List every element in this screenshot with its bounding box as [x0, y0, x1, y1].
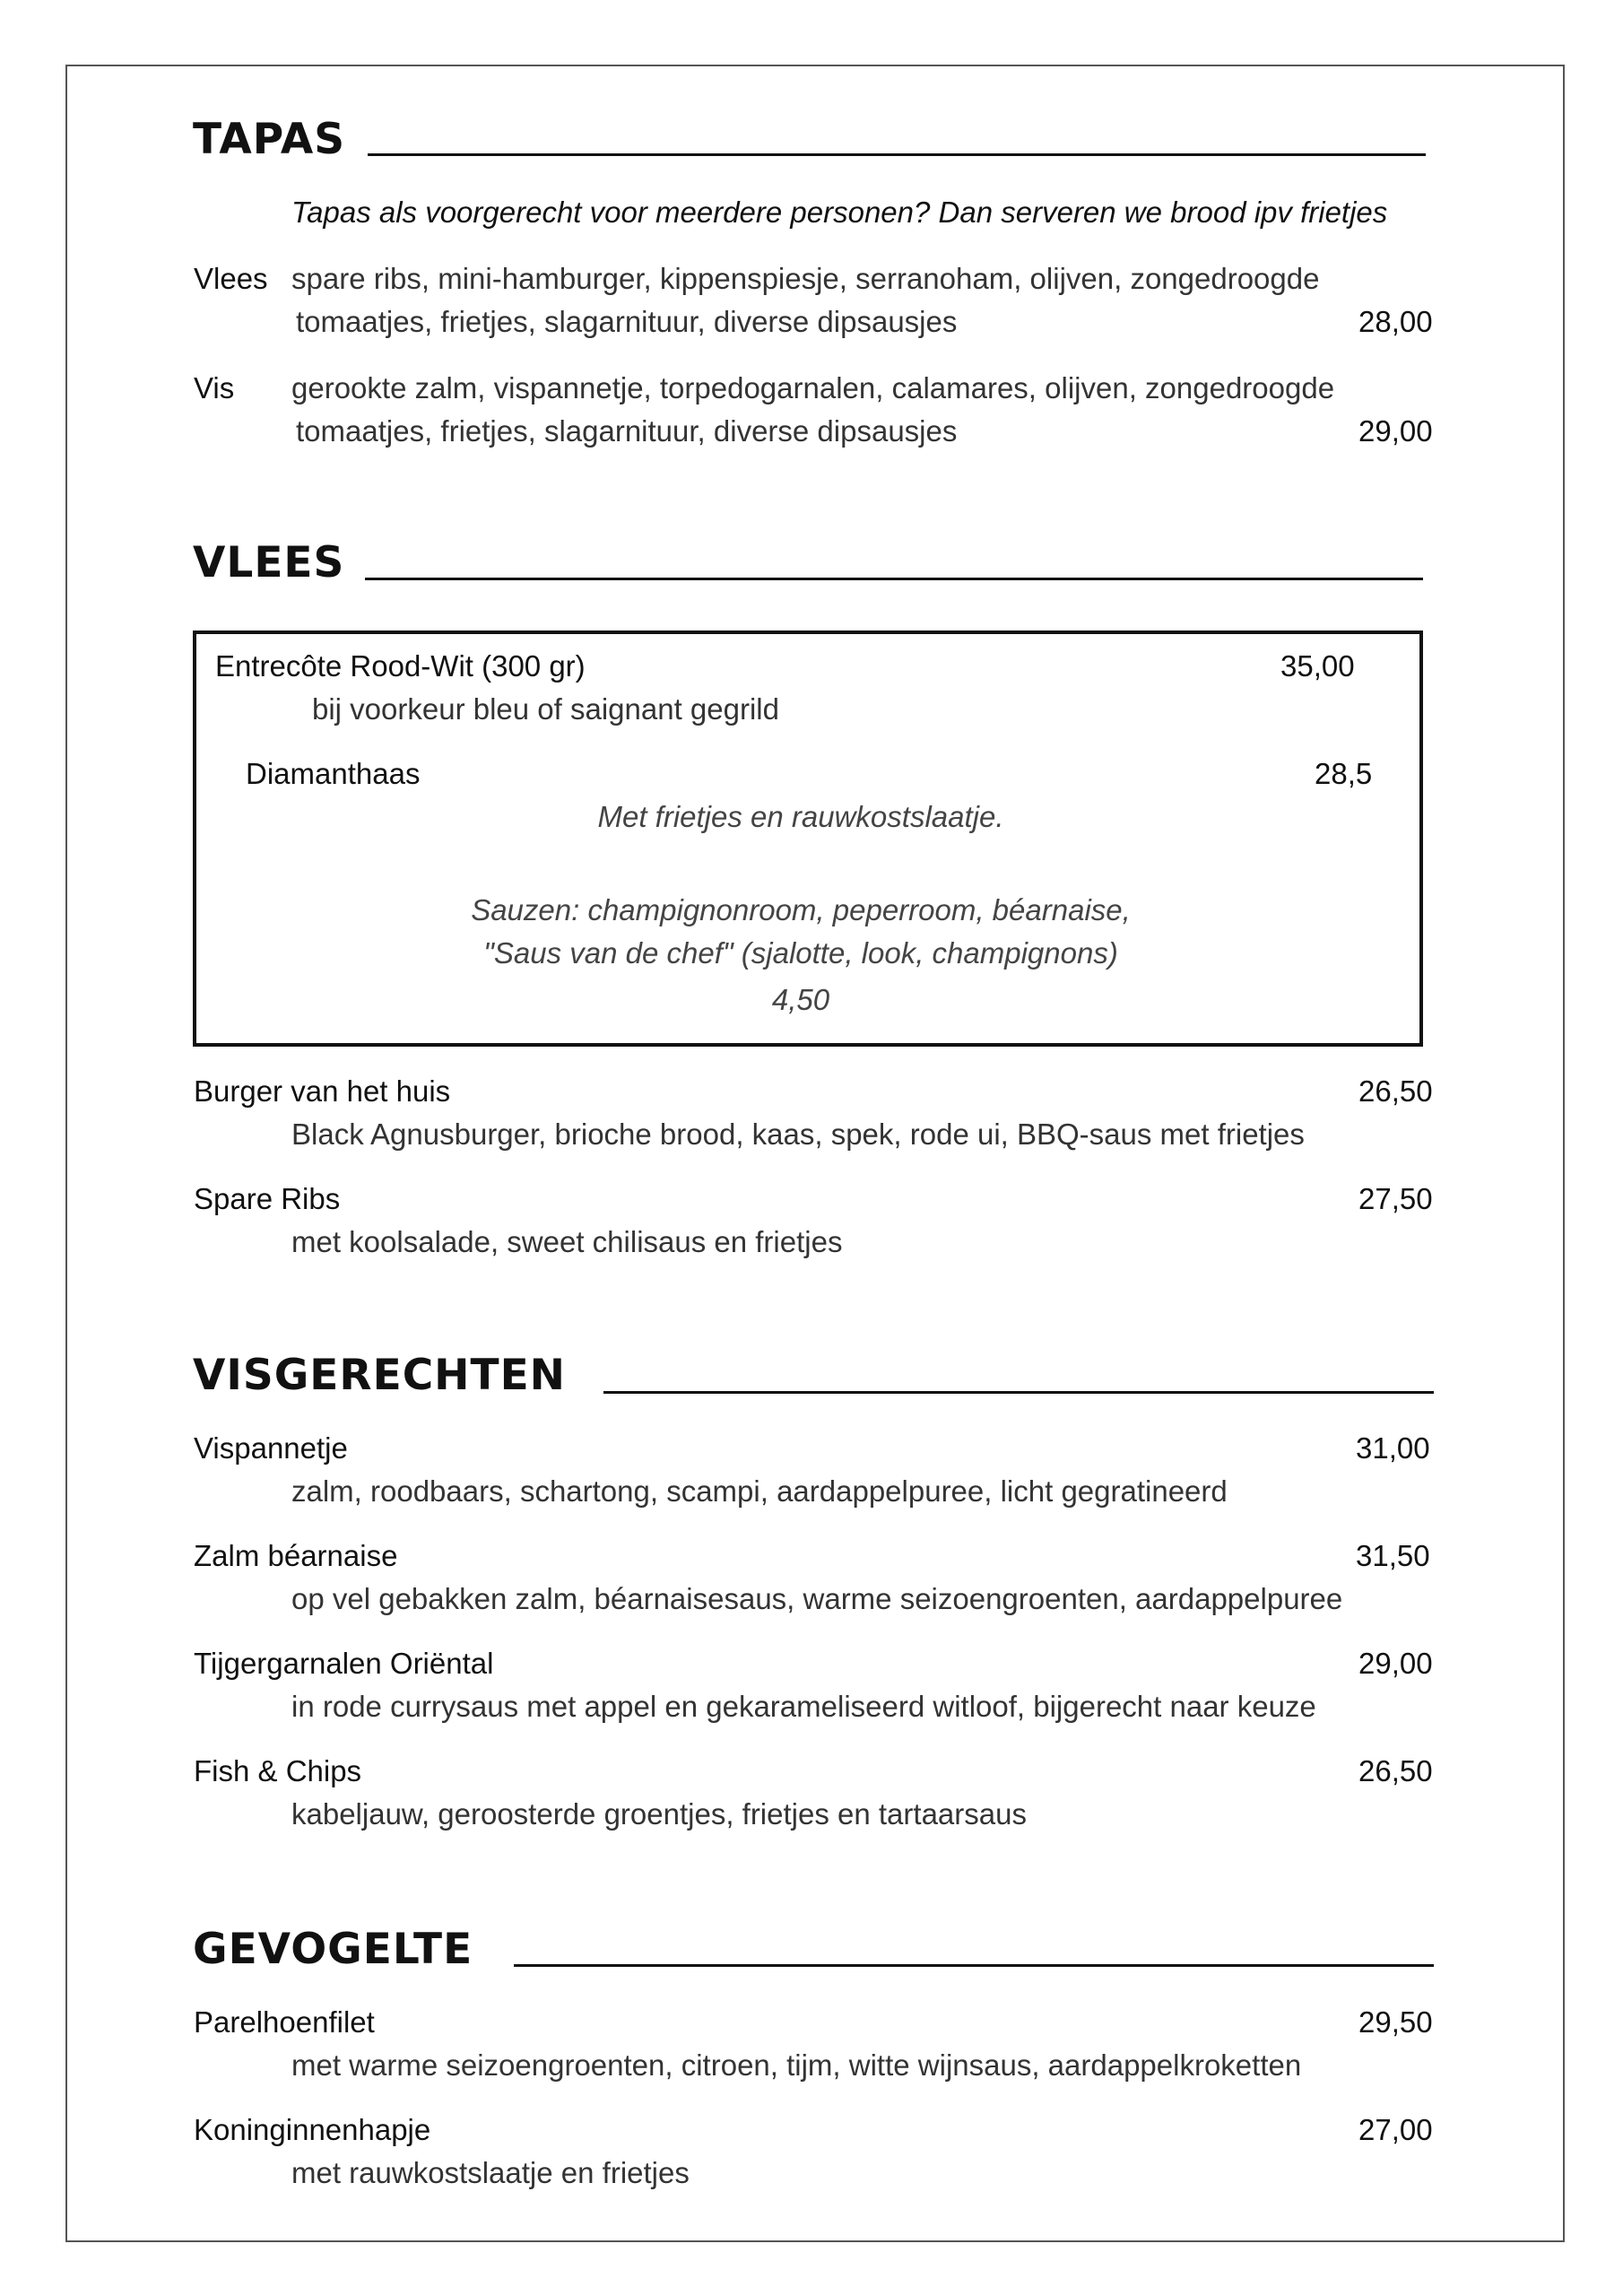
menu-item-name: Burger van het huis [194, 1074, 451, 1108]
menu-item-name: Spare Ribs [194, 1182, 341, 1215]
sauces-line: Sauzen: champignonroom, peperroom, béarnaise, [471, 893, 1131, 926]
sauces-price: 4,50 [771, 983, 830, 1016]
menu-item-price: 26,50 [1358, 1074, 1433, 1108]
menu-item-price: 29,50 [1358, 2005, 1433, 2039]
menu-item-price: 29,00 [1358, 414, 1433, 448]
menu-item-desc: met warme seizoengroenten, citroen, tijm, witte wijnsaus, aardappelkroketten [291, 2048, 1302, 2082]
section-title-tapas: TAPAS [193, 115, 346, 164]
section-title-gevogelte: GEVOGELTE [193, 1925, 473, 1974]
menu-item-price: 26,50 [1358, 1754, 1433, 1787]
menu-item-desc: tomaatjes, frietjes, slagarnituur, diverse dipsausjes [296, 305, 958, 338]
menu-item-desc: Black Agnusburger, brioche brood, kaas, spek, rode ui, BBQ-saus met frietjes [291, 1118, 1305, 1151]
menu-item-price: 29,00 [1358, 1647, 1433, 1680]
section-rule [368, 153, 1426, 156]
menu-item-name: Vlees [194, 262, 268, 295]
menu-item-name: Diamanthaas [246, 757, 421, 790]
menu-item-name: Vispannetje [194, 1431, 348, 1465]
sauces-line: "Saus van de chef" (sjalotte, look, champignons) [483, 936, 1118, 970]
menu-item-name: Koninginnenhapje [194, 2113, 431, 2146]
menu-item-desc: tomaatjes, frietjes, slagarnituur, diverse dipsausjes [296, 414, 958, 448]
section-title-vlees: VLEES [193, 538, 345, 587]
menu-item-name: Tijgergarnalen Oriëntal [194, 1647, 494, 1680]
menu-item-desc: bij voorkeur bleu of saignant gegrild [312, 692, 779, 726]
menu-item-price: 28,00 [1358, 305, 1433, 338]
menu-item-desc: met rauwkostslaatje en frietjes [291, 2156, 690, 2189]
menu-item-desc: op vel gebakken zalm, béarnaisesaus, warme seizoengroenten, aardappelpuree [291, 1582, 1343, 1615]
section-rule [514, 1964, 1434, 1967]
menu-item-desc: met koolsalade, sweet chilisaus en frietjes [291, 1225, 843, 1258]
menu-item-desc: in rode currysaus met appel en gekarameliseerd witloof, bijgerecht naar keuze [291, 1690, 1316, 1723]
menu-item-desc: kabeljauw, geroosterde groentjes, frietjes en tartaarsaus [291, 1797, 1027, 1831]
menu-item-name: Fish & Chips [194, 1754, 362, 1787]
menu-item-price: 28,5 [1315, 757, 1373, 790]
menu-item-name: Vis [194, 371, 235, 404]
menu-item-desc: spare ribs, mini-hamburger, kippenspiesje, serranoham, olijven, zongedroogde [291, 262, 1320, 295]
section-rule [603, 1391, 1434, 1394]
menu-item-price: 27,00 [1358, 2113, 1433, 2146]
menu-item-name: Parelhoenfilet [194, 2005, 375, 2039]
menu-item-price: 27,50 [1358, 1182, 1433, 1215]
section-rule [365, 578, 1423, 580]
tapas-note: Tapas als voorgerecht voor meerdere personen? Dan serveren we brood ipv frietjes [291, 196, 1388, 229]
menu-item-desc: Met frietjes en rauwkostslaatje. [597, 800, 1004, 833]
menu-item-desc: zalm, roodbaars, schartong, scampi, aardappelpuree, licht gegratineerd [291, 1474, 1228, 1508]
menu-item-name: Entrecôte Rood-Wit (300 gr) [215, 649, 586, 683]
section-title-visgerechten: VISGERECHTEN [193, 1351, 567, 1400]
menu-item-price: 31,50 [1356, 1539, 1430, 1572]
menu-item-desc: gerookte zalm, vispannetje, torpedogarnalen, calamares, olijven, zongedroogde [291, 371, 1335, 404]
menu-item-price: 35,00 [1280, 649, 1355, 683]
menu-item-name: Zalm béarnaise [194, 1539, 398, 1572]
menu-item-price: 31,00 [1356, 1431, 1430, 1465]
